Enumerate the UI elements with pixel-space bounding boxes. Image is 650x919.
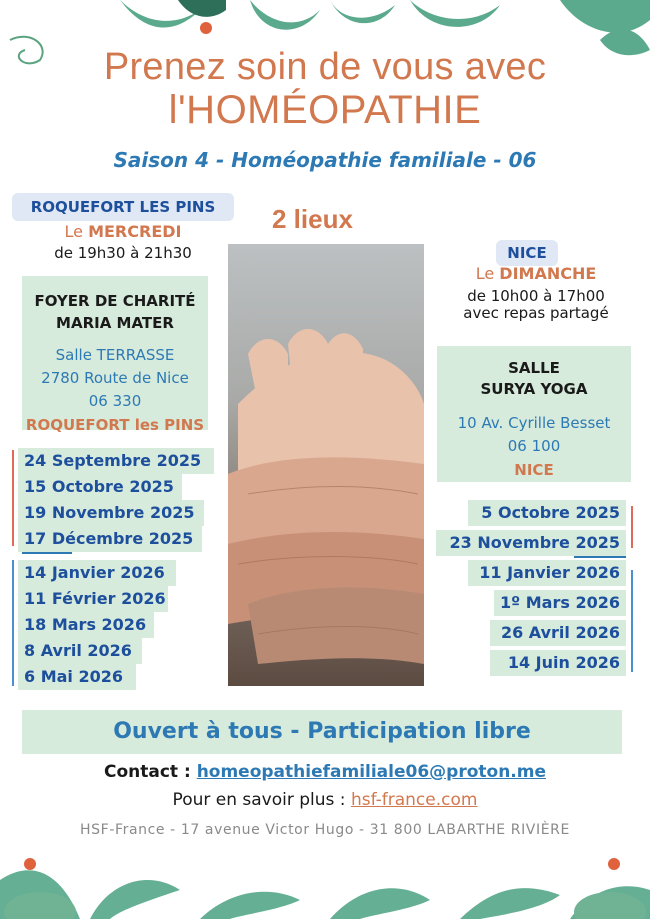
left-date-item: 8 Avril 2026: [18, 638, 142, 664]
website-link[interactable]: hsf-france.com: [350, 790, 478, 810]
left-street: 2780 Route de Nice: [41, 369, 189, 387]
right-day-name: DIMANCHE: [499, 264, 597, 283]
organization-address: HSF-France - 17 avenue Victor Hugo - 31 800 LABARTHE RIVIÈRE: [80, 822, 570, 838]
right-date-item: 14 Juin 2026: [490, 650, 626, 676]
right-date-item: 5 Octobre 2025: [468, 500, 626, 526]
left-hours: de 19h30 à 21h30: [54, 244, 192, 262]
left-day: [12, 222, 234, 241]
left-date-item: 14 Janvier 2026: [18, 560, 176, 586]
left-place-name-line2: MARIA MATER: [56, 314, 174, 332]
right-date-item: 11 Janvier 2026: [468, 560, 626, 586]
right-date-accent-blue: [631, 570, 633, 672]
poster-title-line2: l'HOMÉOPATHIE: [168, 88, 482, 132]
right-place-name-line2: SURYA YOGA: [480, 380, 588, 398]
right-city-badge: [496, 240, 558, 266]
right-date-item: 26 Avril 2026: [490, 620, 626, 646]
right-date-accent-red: [631, 506, 633, 548]
poster-title-line1: Prenez soin de vous avec: [103, 46, 547, 88]
left-date-item: 15 Octobre 2025: [18, 474, 182, 500]
right-date-item: 23 Novembre 2025: [436, 530, 626, 556]
right-place-card: [437, 346, 631, 482]
left-date-item: 24 Septembre 2025: [18, 448, 214, 474]
contact-line: [0, 762, 650, 782]
left-date-separator: [22, 552, 72, 554]
hands-illustration: [228, 244, 424, 686]
more-info-line: [0, 790, 650, 810]
left-day-prefix: Le: [64, 222, 89, 241]
left-date-item: 17 Décembre 2025: [18, 526, 202, 552]
left-room: Salle TERRASSE: [55, 346, 175, 364]
left-city-badge-label: ROQUEFORT LES PINS: [30, 198, 216, 216]
left-place-card: [22, 276, 208, 434]
hands-photo: [228, 244, 424, 686]
left-date-accent-blue: [12, 560, 14, 686]
right-place-name-line1: SALLE: [508, 359, 560, 377]
leaf-decoration-bottom: [0, 840, 650, 919]
right-day: [440, 264, 632, 283]
contact-label: Contact :: [103, 762, 197, 782]
open-to-all-banner: [22, 710, 622, 754]
more-info-label: Pour en savoir plus :: [172, 790, 351, 810]
right-date-item: 1º Mars 2026: [494, 590, 626, 616]
right-meal: avec repas partagé: [463, 304, 609, 322]
left-date-accent-red: [12, 450, 14, 546]
left-date-item: 6 Mai 2026: [18, 664, 136, 690]
left-date-item: 19 Novembre 2025: [18, 500, 204, 526]
left-place-name-line1: FOYER DE CHARITÉ: [34, 292, 196, 310]
right-postcode: 06 100: [507, 437, 561, 455]
left-postcode: 06 330: [88, 392, 142, 410]
places-count: 2 lieux: [272, 204, 353, 234]
left-date-item: 18 Mars 2026: [18, 612, 154, 638]
right-street: 10 Av. Cyrille Besset: [457, 414, 611, 432]
right-date-separator: [574, 556, 626, 558]
left-date-item: 11 Février 2026: [18, 586, 168, 612]
right-hours: de 10h00 à 17h00: [467, 287, 605, 305]
season-subtitle: Saison 4 - Homéopathie familiale - 06: [113, 148, 537, 172]
right-city-badge-label: NICE: [507, 244, 547, 262]
right-day-prefix: Le: [475, 264, 500, 283]
left-city: ROQUEFORT les PINS: [25, 416, 205, 434]
contact-email-link[interactable]: homeopathiefamiliale06@proton.me: [196, 762, 547, 782]
right-city: NICE: [514, 461, 554, 479]
left-city-badge: [12, 193, 234, 221]
open-to-all-text: Ouvert à tous - Participation libre: [113, 719, 531, 744]
left-day-name: MERCREDI: [88, 222, 182, 241]
